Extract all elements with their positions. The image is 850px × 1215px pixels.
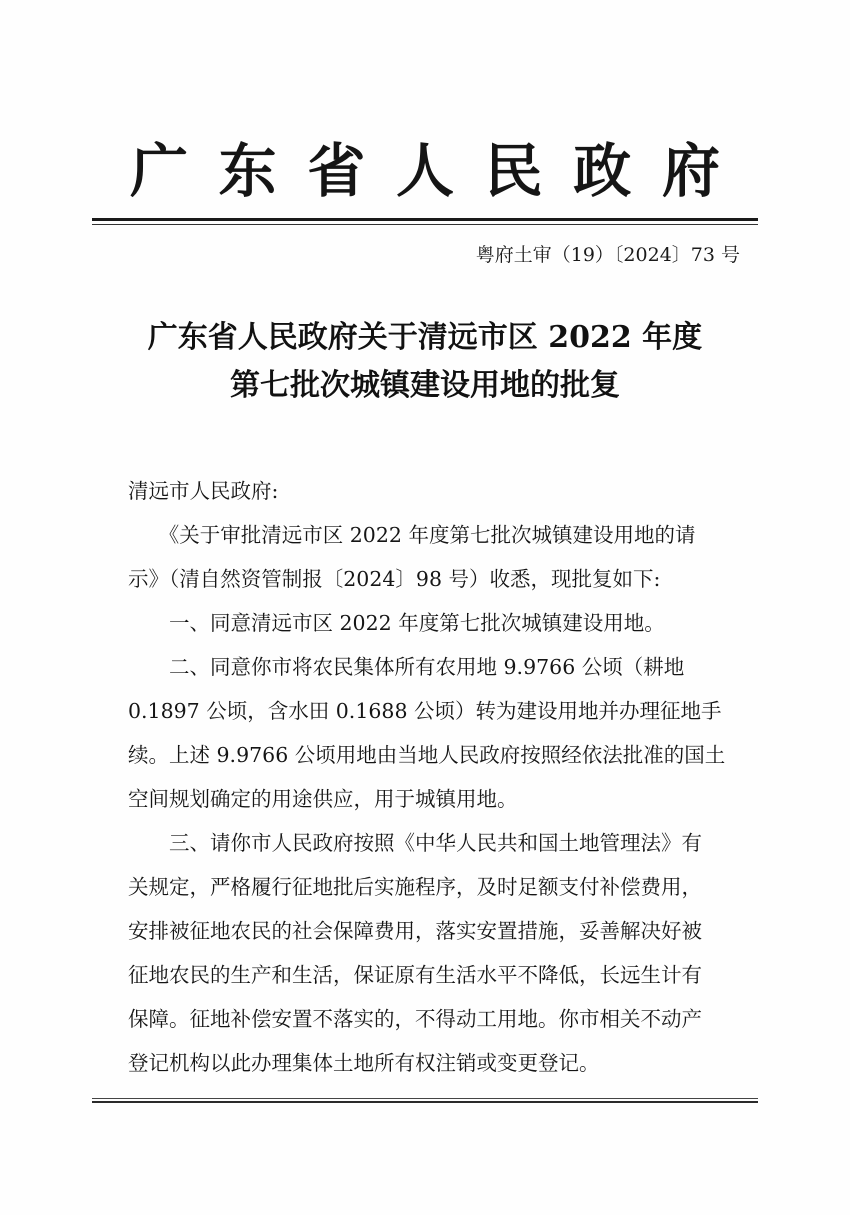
body-line: 三、请你市人民政府按照《中华人民共和国土地管理法》有 <box>128 831 702 855</box>
body-line: 保障。征地补偿安置不落实的，不得动工用地。你市相关不动产 <box>128 1007 702 1031</box>
body-line: 0.1897 公顷，含水田 0.1688 公顷）转为建设用地并办理征地手 <box>128 699 722 723</box>
body-line: 登记机构以此办理集体土地所有权注销或变更登记。 <box>128 1051 600 1075</box>
body-line: 二、同意你市将农民集体所有农用地 9.9766 公顷（耕地 <box>128 655 685 679</box>
body-line: 关规定，严格履行征地批后实施程序，及时足额支付补偿费用， <box>128 875 702 899</box>
masthead-char: 民 <box>484 137 543 205</box>
document-title-line-2: 第七批次城镇建设用地的批复 <box>230 368 620 403</box>
masthead-char: 人 <box>395 137 454 205</box>
masthead-rule-thin <box>92 224 758 225</box>
body-line: 《关于审批清远市区 2022 年度第七批次城镇建设用地的请 <box>128 523 696 547</box>
masthead-char: 广 <box>130 137 189 205</box>
body-line: 示》（清自然资管制报〔2024〕98 号）收悉，现批复如下: <box>128 567 661 591</box>
masthead-title <box>130 135 720 207</box>
body-line: 征地农民的生产和生活，保证原有生活水平不降低，长远生计有 <box>128 963 702 987</box>
footer-rule-thin <box>92 1098 758 1099</box>
footer-rule-thick <box>92 1101 758 1103</box>
masthead-char: 东 <box>218 137 277 205</box>
masthead-char: 省 <box>307 137 366 205</box>
masthead-char: 府 <box>661 137 720 205</box>
salutation: 清远市人民政府: <box>128 479 279 503</box>
body-line: 一、同意清远市区 2022 年度第七批次城镇建设用地。 <box>128 611 665 635</box>
body-line: 空间规划确定的用途供应，用于城镇用地。 <box>128 787 518 811</box>
body-line: 安排被征地农民的社会保障费用，落实安置措施，妥善解决好被 <box>128 919 702 943</box>
document-title-line-1: 广东省人民政府关于清远市区 2022 年度 <box>147 320 703 355</box>
masthead-char: 政 <box>573 137 632 205</box>
document-number: 粤府土审（19）〔2024〕73 号 <box>475 244 740 266</box>
masthead-rule-thick <box>92 218 758 221</box>
body-line: 续。上述 9.9766 公顷用地由当地人民政府按照经依法批准的国土 <box>128 743 726 767</box>
